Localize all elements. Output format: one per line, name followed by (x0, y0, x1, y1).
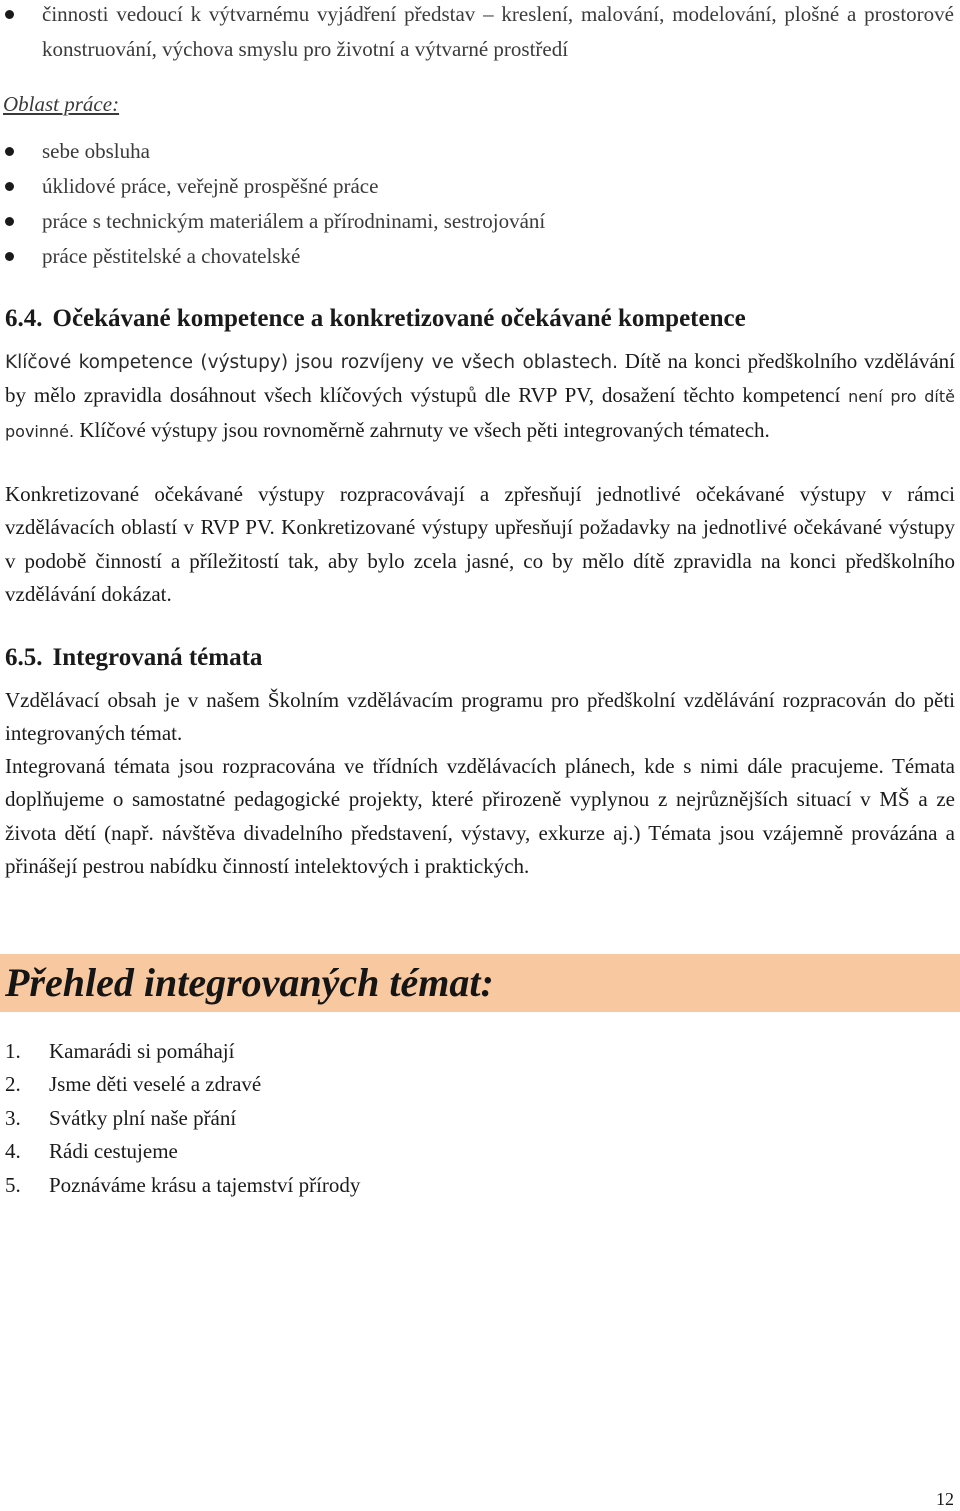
item-label: Jsme děti veselé a zdravé (49, 1072, 262, 1097)
item-number: 4. (5, 1139, 21, 1164)
item-number: 2. (5, 1072, 21, 1097)
work-area-label: Oblast práce: (3, 92, 120, 116)
paragraph-text: Dítě na konci předškolního vzdělávání by mělo zpravidla dosáhnout všech klíčových výstupů dle RVP PV, dosažení těchto kompetencí (5, 349, 955, 408)
bullet-icon (5, 252, 14, 261)
bullet-icon (5, 182, 14, 191)
list-item (0, 1102, 360, 1135)
themes-numbered-list (0, 1035, 360, 1202)
section-heading-6-4 (5, 301, 746, 336)
item-label: Poznáváme krásu a tajemství přírody (49, 1172, 361, 1197)
bullet-icon (5, 147, 14, 156)
list-item (0, 1035, 360, 1068)
section-title: Integrovaná témata (52, 644, 263, 671)
paragraph-text: Témata doplňujeme o samostatné pedagogické projekty, které přirozeně vyplynou z nejrůznějších situací v MŠ a ze života dětí (např. návštěva divadelního představení, výstavy, exkurze aj.) Témata jsou vzájemně provázána a přinášejí pestrou nabídku činností intelektových i praktických. (5, 754, 955, 878)
section-number: 6.4. (5, 305, 43, 332)
list-item-text: práce s technickým materiálem a přírodninami, sestrojování (42, 209, 546, 233)
section-title: Očekávané kompetence a konkretizované očekávané kompetence (52, 305, 746, 332)
paragraph-text: Klíčové kompetence (výstupy) jsou rozvíjeny ve všech oblastech. (5, 352, 619, 373)
paragraph-text: Konkretizované očekávané výstupy rozpracovávají a zpřesňují jednotlivé očekávané výstupy v rámci vzdělávacích oblastí v RVP PV. (5, 482, 955, 540)
bullet-icon (5, 217, 14, 226)
item-number: 3. (5, 1105, 21, 1130)
work-area-list (0, 134, 960, 274)
item-number: 5. (5, 1172, 21, 1197)
item-label: Kamarádi si pomáhají (49, 1039, 235, 1063)
list-item (0, 134, 960, 169)
item-label: Rádi cestujeme (49, 1139, 178, 1164)
section-heading-6-5 (5, 640, 262, 675)
paragraph-text: Konkretizované výstupy upřesňují požadavky na jednotlivé očekávané výstupy v podobě činností a příležitostí tak, aby bylo zcela jasné, co by mělo dítě zpravidla na konci předškolního vzdělávání dokázat. (5, 515, 955, 606)
list-item-text: práce pěstitelské a chovatelské (42, 244, 301, 268)
list-item (0, 204, 960, 239)
list-item (0, 169, 960, 204)
section-number: 6.5. (5, 644, 43, 671)
themes-paragraph-1 (5, 684, 955, 751)
list-item (0, 1135, 360, 1168)
list-item (0, 1068, 360, 1101)
bullet-icon (5, 10, 14, 19)
activity-bullet-list (0, 0, 960, 67)
overview-heading: Přehled integrovaných témat: (5, 960, 494, 1005)
competence-paragraph-1 (5, 345, 955, 448)
list-item (0, 239, 960, 274)
competence-paragraph-2 (5, 478, 955, 611)
list-item (0, 0, 960, 67)
item-number: 1. (5, 1039, 21, 1063)
paragraph-text: Vzdělávací obsah je v našem Školním vzdělávacím programu pro předškolní vzdělávání rozpracován do pěti integrovaných témat. (5, 688, 955, 746)
paragraph-text: Klíčové výstupy jsou rovnoměrně zahrnuty ve všech pěti integrovaných tématech. (74, 417, 770, 442)
list-item-text: sebe obsluha (42, 139, 150, 163)
page-number: 12 (936, 1489, 954, 1509)
paragraph-text: Integrovaná témata jsou rozpracována ve třídních vzdělávacích plánech, kde s nimi dále pracujeme. (5, 754, 884, 778)
paragraph-text: není pro dítě povinné. (5, 387, 955, 441)
bullet-text: činnosti vedoucí k výtvarnému vyjádření představ – kreslení, malování, modelování, plošné a prostorové konstruování, výchova smyslu pro životní a výtvarné prostředí (42, 2, 954, 61)
item-label: Svátky plní naše přání (49, 1105, 237, 1130)
list-item-text: úklidové práce, veřejně prospěšné práce (42, 174, 379, 198)
list-item (0, 1169, 360, 1202)
themes-paragraph-2 (5, 750, 955, 883)
